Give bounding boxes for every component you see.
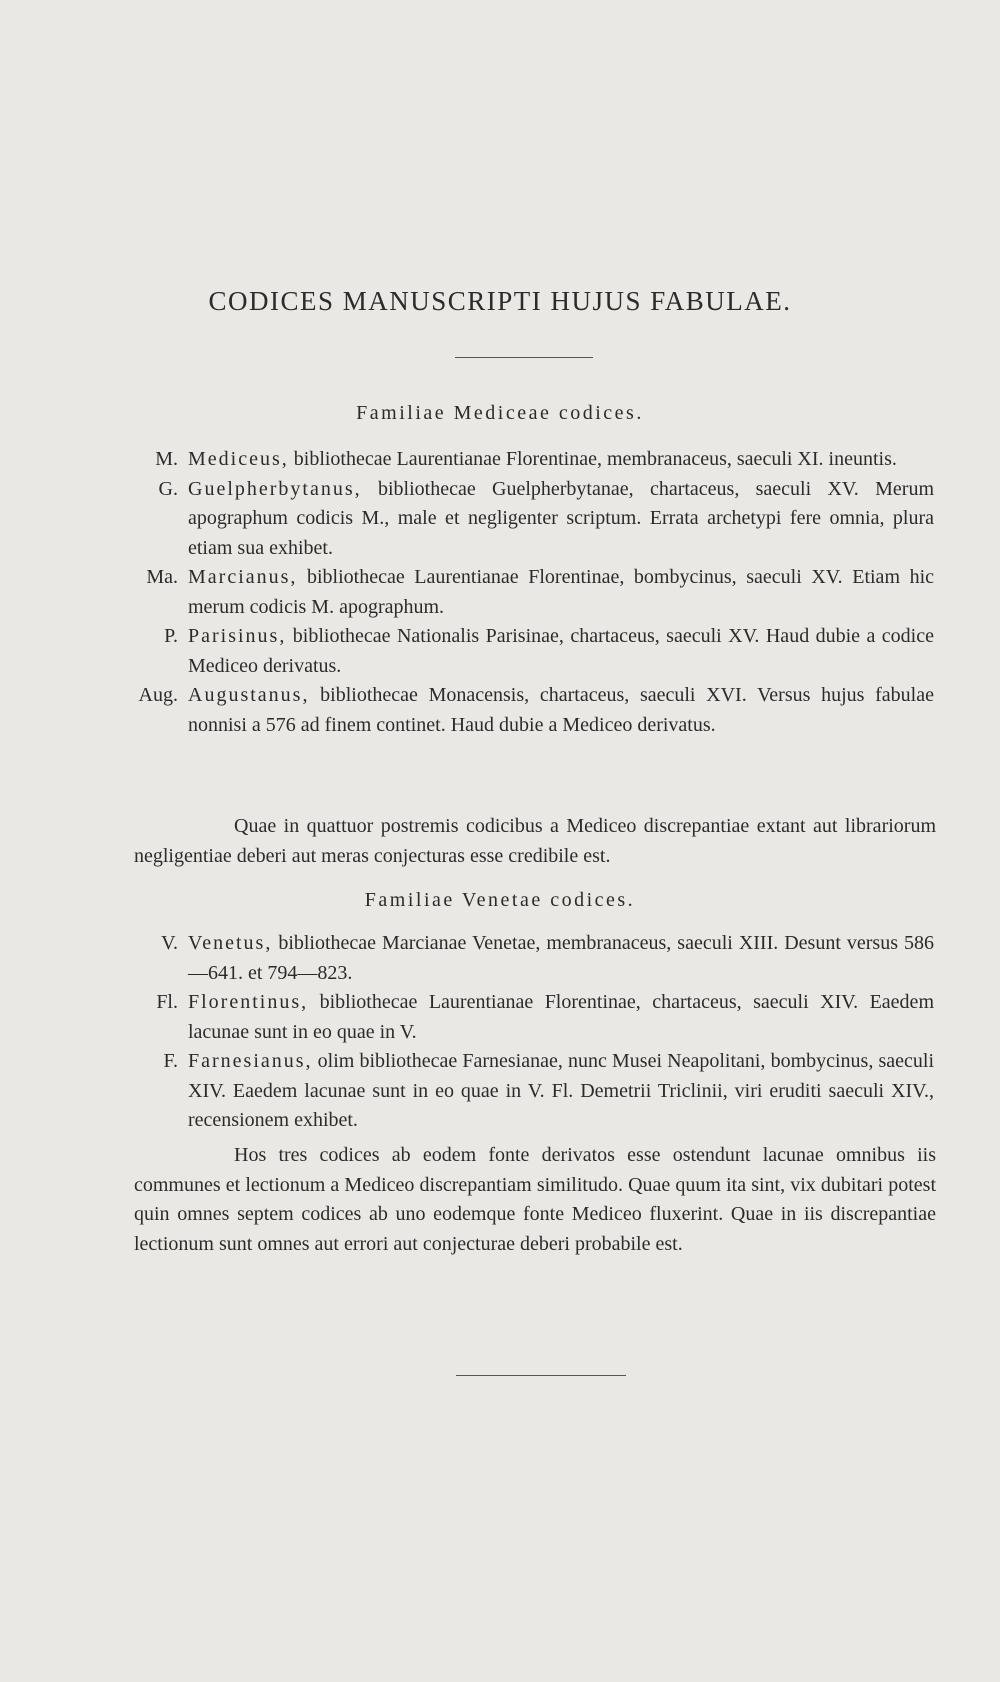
codex-name: Venetus,: [188, 932, 273, 954]
codex-text: bibliothecae Laurentianae Florentinae, bombycinus, saeculi XV. Etiam hic merum codicis M. apographum.: [188, 566, 934, 618]
codex-siglum: F.: [163, 1050, 178, 1072]
codex-list-venetian: [124, 929, 934, 1136]
codex-name: Augustanus,: [188, 684, 310, 706]
codex-description: [188, 681, 934, 740]
codex-description: [188, 563, 934, 622]
codex-description: [188, 475, 934, 564]
codex-siglum: V.: [161, 932, 178, 954]
closing-rule: [456, 1375, 626, 1376]
codex-name: Florentinus,: [188, 991, 309, 1013]
codex-name: Guelpherbytanus,: [188, 477, 362, 500]
codex-siglum: Aug.: [138, 684, 178, 706]
codex-description: [188, 1047, 934, 1136]
codex-entry: [124, 563, 934, 622]
codex-entry: [124, 622, 934, 681]
codex-text: bibliothecae Guelpherbytanae, chartaceus, saeculi XV. Merum apographum codicis M., male et negligenter scriptum. Errata archetypi fere omnia, plura etiam sua exhibet.: [188, 477, 934, 559]
commentary-paragraph-medicean: Quae in quattuor postremis codicibus a Mediceo discrepantiae extant aut librariorum negligentiae deberi aut meras conjecturas esse credibile est.: [134, 815, 936, 867]
codex-name: Farnesianus,: [188, 1050, 313, 1072]
codex-siglum: M.: [155, 448, 178, 470]
codex-text: bibliothecae Monacensis, chartaceus, saeculi XVI. Versus hujus fabulae nonnisi a 576 ad finem continet. Haud dubie a Mediceo derivatus.: [188, 684, 934, 736]
section-heading-venetian: Familiae Venetae codices.: [364, 889, 636, 911]
codex-text: olim bibliothecae Farnesianae, nunc Musei Neapolitani, bombycinus, saeculi XIV. Eaedem lacunae sunt in eo quae in V. Fl. Demetrii Triclinii, viri eruditi saeculi XIV., recensionem exhibet.: [188, 1050, 934, 1131]
codex-entry: [124, 929, 934, 988]
codex-entry: [124, 681, 934, 740]
codex-entry: [124, 1047, 934, 1136]
codex-text: bibliothecae Marcianae Venetae, membranaceus, saeculi XIII. Desunt versus 586—641. et 794—823.: [188, 932, 934, 984]
codex-description: [188, 622, 934, 681]
codex-siglum: P.: [164, 625, 178, 647]
title-rule: [455, 357, 593, 358]
codex-description: [188, 929, 934, 988]
codex-description: [188, 988, 934, 1047]
codex-list-medicean: [124, 445, 934, 740]
codex-name: Parisinus,: [188, 625, 287, 647]
codex-entry: [124, 445, 934, 475]
codex-entry: [124, 988, 934, 1047]
codex-name: Marcianus,: [188, 566, 298, 588]
section-heading-medicean: Familiae Mediceae codices.: [356, 402, 644, 424]
codex-name: Mediceus,: [188, 448, 289, 470]
page-title: CODICES MANUSCRIPTI HUJUS FABULAE.: [208, 286, 792, 316]
codex-description: [188, 445, 934, 475]
codex-siglum: Ma.: [146, 566, 178, 588]
codex-text: bibliothecae Nationalis Parisinae, chartaceus, saeculi XV. Haud dubie a codice Mediceo derivatus.: [188, 625, 934, 677]
codex-text: bibliothecae Laurentianae Florentinae, membranaceus, saeculi XI. ineuntis.: [288, 448, 897, 470]
codex-siglum: G.: [158, 477, 178, 500]
codex-entry: [124, 475, 934, 564]
commentary-paragraph-venetian: Hos tres codices ab eodem fonte derivatos esse ostendunt lacunae omnibus iis communes et lectionum a Mediceo discrepantiam similitudo. Quae quum ita sint, vix dubitari potest quin omnes septem codices ab uno eodemque fonte Mediceo fluxerint. Quae in iis discrepantiae lectionum sunt omnes aut errori aut conjecturae deberi probabile est.: [134, 1144, 936, 1255]
codex-siglum: Fl.: [156, 991, 178, 1013]
codex-text: bibliothecae Laurentianae Florentinae, chartaceus, saeculi XIV. Eaedem lacunae sunt in eo quae in V.: [188, 991, 934, 1043]
